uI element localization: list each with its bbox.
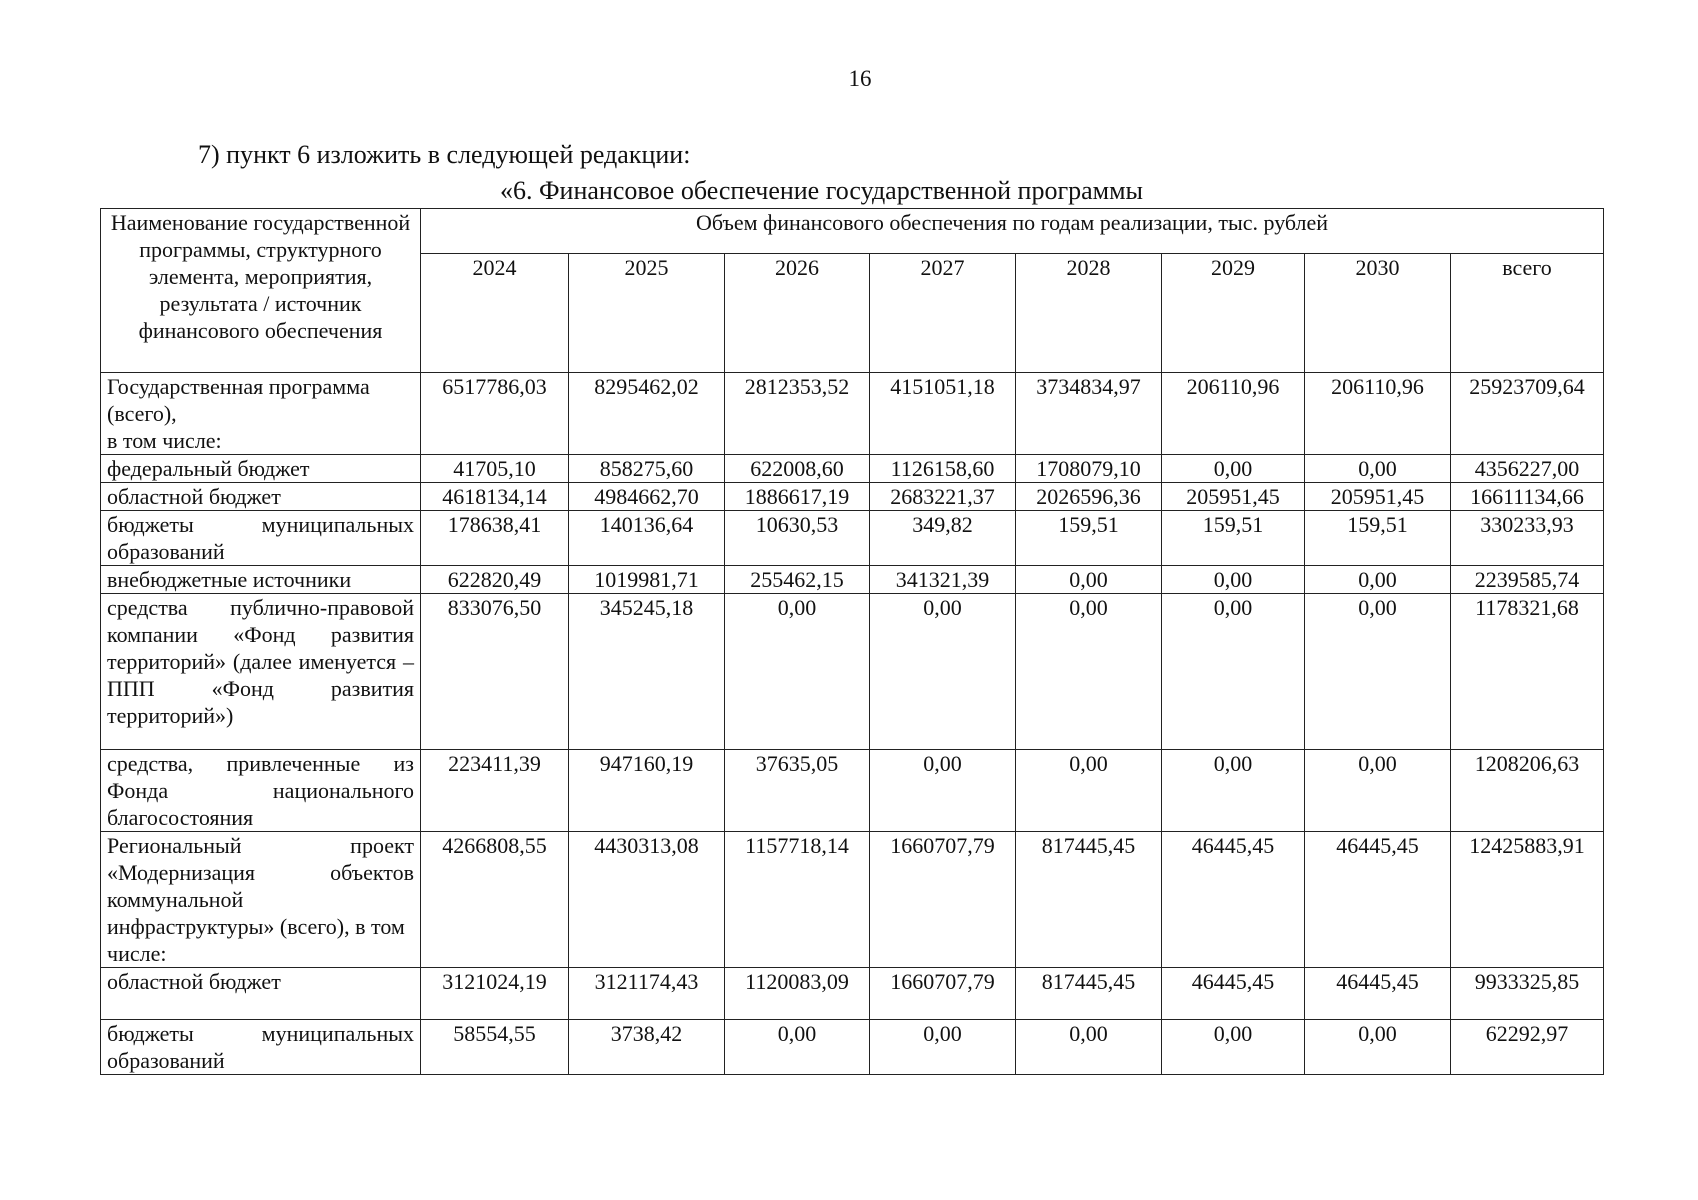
value-cell: 0,00 [870, 750, 1016, 832]
table-row [101, 483, 1604, 511]
value-cell: 255462,15 [725, 566, 870, 594]
row-label-text: внебюджетные источники [107, 567, 352, 592]
value-cell: 345245,18 [569, 594, 725, 750]
value-cell: 0,00 [1305, 566, 1451, 594]
value-cell: 3738,42 [569, 1020, 725, 1075]
value-cell: 62292,97 [1451, 1020, 1604, 1075]
table-row [101, 566, 1604, 594]
table-row [101, 1020, 1604, 1075]
row-label-continuation: благосостояния [107, 805, 254, 830]
value-cell: 0,00 [1016, 1020, 1162, 1075]
value-cell: 159,51 [1016, 511, 1162, 566]
section-title: «6. Финансовое обеспечение государственной программы [500, 176, 1144, 205]
value-cell: 4618134,14 [421, 483, 569, 511]
year-header: 2030 [1305, 254, 1451, 373]
value-cell: 159,51 [1305, 511, 1451, 566]
value-cell: 3734834,97 [1016, 373, 1162, 455]
value-cell: 1660707,79 [870, 968, 1016, 1020]
row-label-continuation: территорий») [107, 703, 234, 728]
row-label-text: областной бюджет [107, 484, 281, 509]
value-cell: 3121174,43 [569, 968, 725, 1020]
value-cell: 0,00 [1016, 750, 1162, 832]
value-cell: 4356227,00 [1451, 455, 1604, 483]
row-label-text: средства, привлеченные из Фонда национального [107, 751, 414, 803]
row-label [101, 455, 421, 483]
row-label [101, 511, 421, 566]
value-cell: 0,00 [1162, 594, 1305, 750]
value-cell: 0,00 [725, 594, 870, 750]
value-cell: 0,00 [1162, 566, 1305, 594]
value-cell: 41705,10 [421, 455, 569, 483]
row-label-text: Региональный проект «Модернизация объектов [107, 833, 414, 885]
value-cell: 25923709,64 [1451, 373, 1604, 455]
value-cell: 0,00 [1305, 594, 1451, 750]
amendment-instruction: 7) пункт 6 изложить в следующей редакции: [198, 140, 691, 169]
value-cell: 223411,39 [421, 750, 569, 832]
value-cell: 0,00 [1016, 566, 1162, 594]
row-label-text: средства публично-правовой компании «Фонд развития территорий» (далее именуется – ППП «Фонд развития [107, 595, 414, 701]
value-cell: 947160,19 [569, 750, 725, 832]
value-cell: 330233,93 [1451, 511, 1604, 566]
value-cell: 0,00 [1305, 750, 1451, 832]
value-cell: 0,00 [1305, 1020, 1451, 1075]
value-cell: 8295462,02 [569, 373, 725, 455]
value-cell: 206110,96 [1305, 373, 1451, 455]
row-label [101, 1020, 421, 1075]
value-cell: 3121024,19 [421, 968, 569, 1020]
value-cell: 817445,45 [1016, 968, 1162, 1020]
row-label [101, 483, 421, 511]
row-label-text: бюджеты муниципальных [107, 512, 414, 537]
value-cell: 1126158,60 [870, 455, 1016, 483]
value-cell: 1660707,79 [870, 832, 1016, 968]
value-cell: 1178321,68 [1451, 594, 1604, 750]
value-cell: 6517786,03 [421, 373, 569, 455]
row-label-continuation: коммунальной инфраструктуры» (всего), в том числе: [107, 887, 405, 966]
row-label-text: областной бюджет [107, 969, 281, 994]
value-cell: 622820,49 [421, 566, 569, 594]
value-cell: 9933325,85 [1451, 968, 1604, 1020]
value-cell: 206110,96 [1162, 373, 1305, 455]
row-label [101, 373, 421, 455]
value-cell: 1886617,19 [725, 483, 870, 511]
value-cell: 140136,64 [569, 511, 725, 566]
value-cell: 4430313,08 [569, 832, 725, 968]
value-cell: 858275,60 [569, 455, 725, 483]
row-label-text: федеральный бюджет [107, 456, 310, 481]
value-cell: 205951,45 [1162, 483, 1305, 511]
row-label-text: Государственная программа (всего), [107, 374, 370, 426]
table-row [101, 511, 1604, 566]
value-cell: 341321,39 [870, 566, 1016, 594]
value-cell: 4151051,18 [870, 373, 1016, 455]
value-cell: 159,51 [1162, 511, 1305, 566]
year-header: 2028 [1016, 254, 1162, 373]
table-row [101, 832, 1604, 968]
table-row [101, 594, 1604, 750]
value-cell: 0,00 [725, 1020, 870, 1075]
year-header: 2026 [725, 254, 870, 373]
value-cell: 46445,45 [1305, 968, 1451, 1020]
value-cell: 12425883,91 [1451, 832, 1604, 968]
value-cell: 1708079,10 [1016, 455, 1162, 483]
value-cell: 2239585,74 [1451, 566, 1604, 594]
table-row [101, 455, 1604, 483]
value-cell: 4984662,70 [569, 483, 725, 511]
row-label [101, 968, 421, 1020]
row-label [101, 594, 421, 750]
value-cell: 1208206,63 [1451, 750, 1604, 832]
value-cell: 37635,05 [725, 750, 870, 832]
value-cell: 349,82 [870, 511, 1016, 566]
value-cell: 0,00 [870, 1020, 1016, 1075]
value-cell: 0,00 [1305, 455, 1451, 483]
volume-group-header: Объем финансового обеспечения по годам реализации, тыс. рублей [421, 209, 1604, 254]
row-label-continuation: образований [107, 1048, 225, 1073]
value-cell: 2026596,36 [1016, 483, 1162, 511]
value-cell: 1019981,71 [569, 566, 725, 594]
value-cell: 205951,45 [1305, 483, 1451, 511]
name-column-header: Наименование государственной программы, структурного элемента, мероприятия, результата / источник финансового обеспечения [101, 209, 421, 373]
value-cell: 0,00 [870, 594, 1016, 750]
value-cell: 16611134,66 [1451, 483, 1604, 511]
page-number: 16 [848, 66, 872, 91]
value-cell: 0,00 [1162, 455, 1305, 483]
table-row [101, 373, 1604, 455]
value-cell: 58554,55 [421, 1020, 569, 1075]
table-row [101, 968, 1604, 1020]
value-cell: 2683221,37 [870, 483, 1016, 511]
value-cell: 178638,41 [421, 511, 569, 566]
row-label [101, 832, 421, 968]
value-cell: 0,00 [1162, 1020, 1305, 1075]
value-cell: 1157718,14 [725, 832, 870, 968]
value-cell: 2812353,52 [725, 373, 870, 455]
value-cell: 817445,45 [1016, 832, 1162, 968]
row-label-continuation: образований [107, 539, 225, 564]
year-header: 2024 [421, 254, 569, 373]
value-cell: 0,00 [1016, 594, 1162, 750]
year-header: 2029 [1162, 254, 1305, 373]
row-label [101, 750, 421, 832]
value-cell: 1120083,09 [725, 968, 870, 1020]
year-header: 2027 [870, 254, 1016, 373]
table-row [101, 750, 1604, 832]
value-cell: 46445,45 [1305, 832, 1451, 968]
value-cell: 0,00 [1162, 750, 1305, 832]
value-cell: 622008,60 [725, 455, 870, 483]
value-cell: 10630,53 [725, 511, 870, 566]
value-cell: 833076,50 [421, 594, 569, 750]
row-label [101, 566, 421, 594]
value-cell: 46445,45 [1162, 968, 1305, 1020]
value-cell: 46445,45 [1162, 832, 1305, 968]
value-cell: 4266808,55 [421, 832, 569, 968]
row-label-text: бюджеты муниципальных [107, 1021, 414, 1046]
year-header: всего [1451, 254, 1604, 373]
financing-table [100, 208, 1604, 1075]
row-label-continuation: в том числе: [107, 428, 222, 453]
year-header: 2025 [569, 254, 725, 373]
